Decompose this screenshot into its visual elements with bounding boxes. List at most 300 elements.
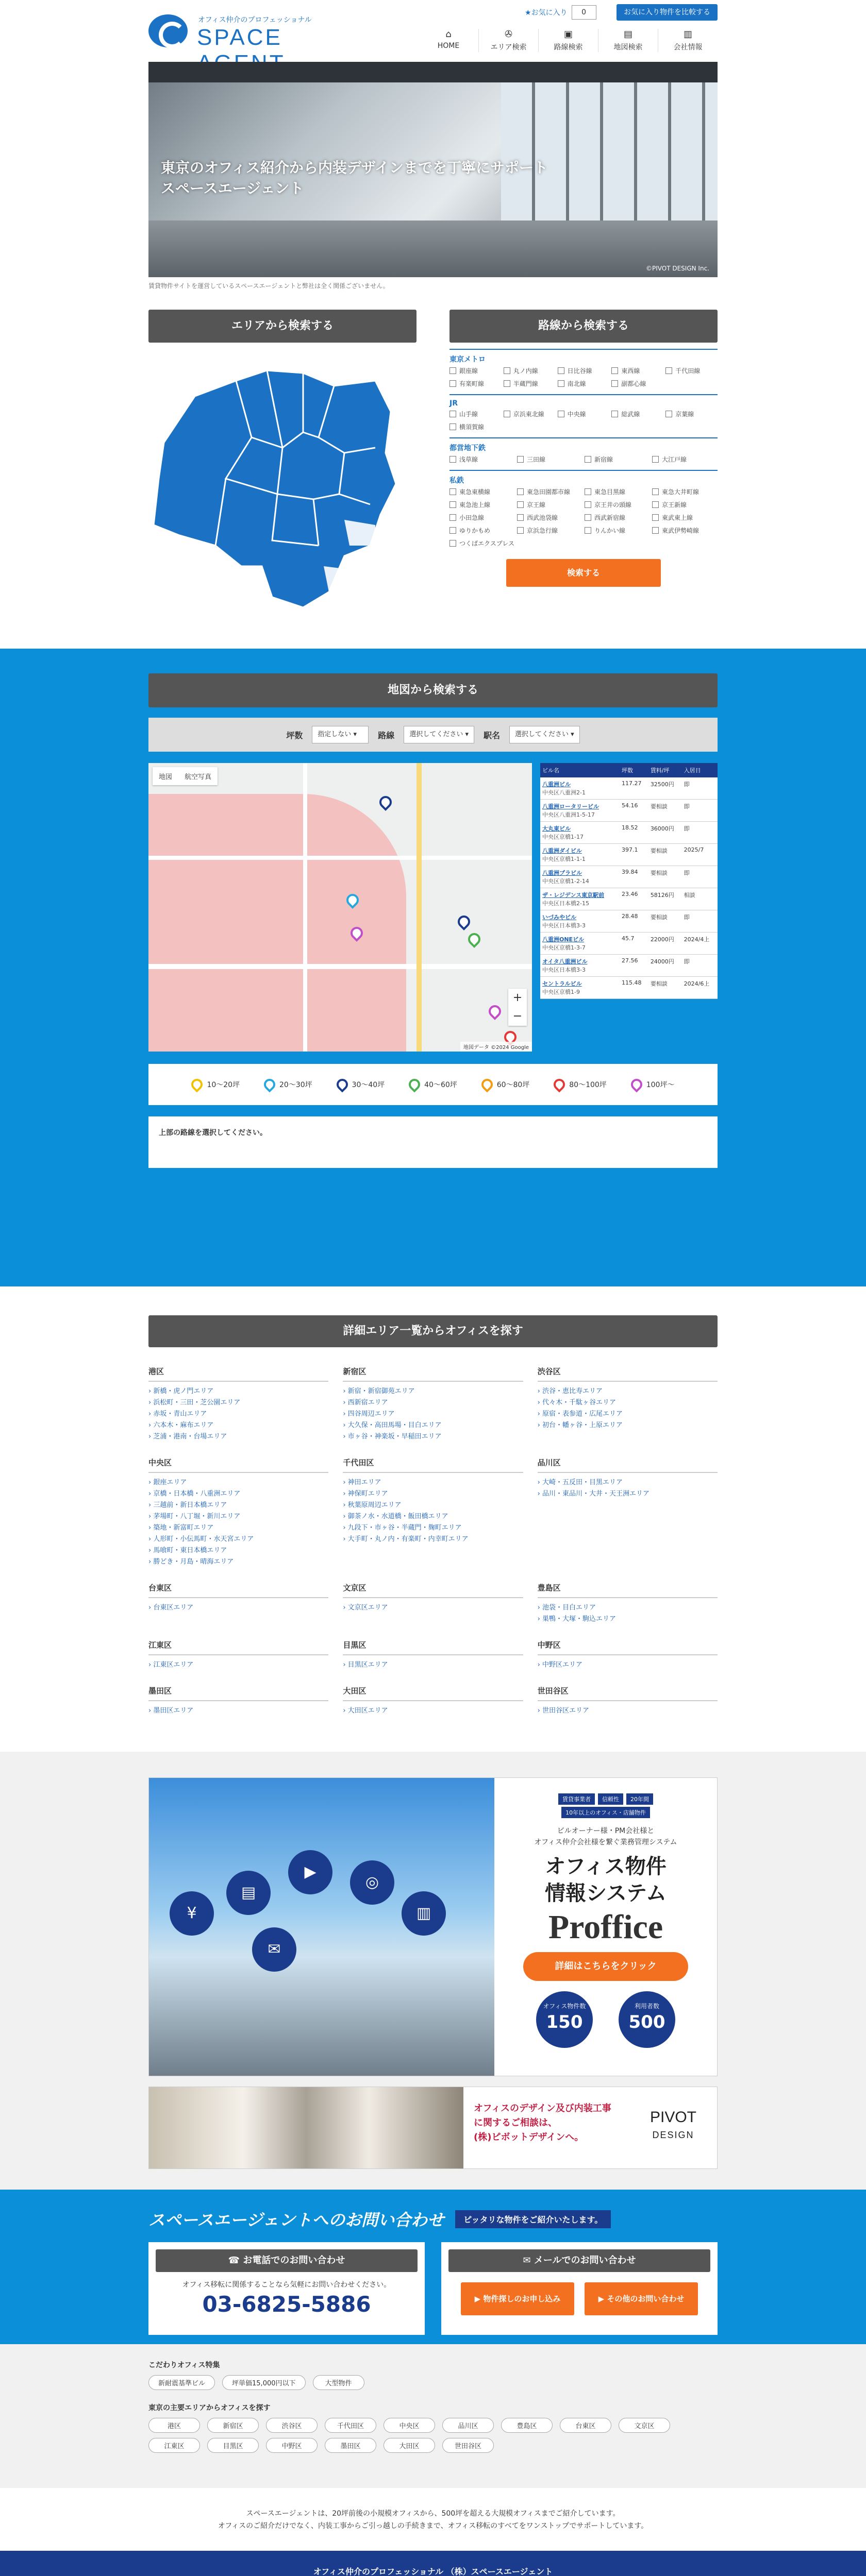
map-road bbox=[417, 763, 422, 1052]
route-group-jr bbox=[449, 394, 718, 431]
line-checkbox[interactable] bbox=[585, 526, 650, 535]
nav-company[interactable] bbox=[658, 29, 718, 52]
ward-chip[interactable]: 文京区 bbox=[619, 2418, 670, 2433]
checkbox-icon bbox=[652, 456, 659, 463]
area-link-icon: › bbox=[343, 1490, 348, 1498]
ward-block bbox=[538, 1685, 718, 1717]
checkbox-icon bbox=[558, 411, 564, 417]
special-chip[interactable]: 坪単価15,000円以下 bbox=[222, 2375, 306, 2390]
area-link[interactable]: 茅場町・八丁堀・新川エリア bbox=[153, 1513, 241, 1520]
area-link-icon: › bbox=[148, 1433, 154, 1440]
nav-label: 路線検索 bbox=[554, 43, 583, 52]
contact-section bbox=[0, 2190, 866, 2344]
table-header: ビル名 bbox=[540, 763, 620, 777]
area-link-icon: › bbox=[148, 1604, 154, 1612]
area-link[interactable]: 初台・幡ヶ谷・上原エリア bbox=[542, 1421, 623, 1429]
logo-mark-icon bbox=[148, 14, 188, 47]
line-checkbox[interactable] bbox=[449, 410, 502, 418]
area-link-icon: › bbox=[148, 1513, 154, 1520]
contact-badge: ピッタリな物件をご紹介いたします。 bbox=[455, 2210, 611, 2228]
map-zoom-control[interactable] bbox=[508, 989, 527, 1026]
area-link-icon: › bbox=[148, 1387, 154, 1395]
area-link-icon: › bbox=[343, 1513, 348, 1520]
area-link[interactable]: 台東区エリア bbox=[153, 1604, 194, 1612]
zoom-in-icon[interactable]: + bbox=[512, 991, 523, 1004]
main-nav bbox=[419, 29, 718, 52]
ward-chip[interactable]: 世田谷区 bbox=[442, 2438, 494, 2453]
map-pin-icon[interactable] bbox=[486, 1003, 504, 1020]
nav-label: エリア検索 bbox=[490, 43, 527, 52]
home-icon: ⌂ bbox=[445, 29, 452, 40]
line-label: 東武東上線 bbox=[662, 514, 693, 521]
area-link[interactable]: 御茶ノ水・水道橋・飯田橋エリア bbox=[347, 1513, 448, 1520]
area-link[interactable]: 大手町・丸ノ内・有楽町・内幸町エリア bbox=[347, 1535, 469, 1543]
special-chip[interactable]: 大型物件 bbox=[313, 2375, 364, 2390]
train-icon: ▣ bbox=[563, 29, 573, 40]
ward-block bbox=[148, 1639, 328, 1671]
area-link[interactable]: 新宿・新宿御苑エリア bbox=[347, 1387, 415, 1395]
area-link[interactable]: 三越前・新日本橋エリア bbox=[153, 1501, 227, 1509]
ward-name: 墨田区 bbox=[148, 1685, 328, 1701]
area-link[interactable]: 四谷周辺エリア bbox=[347, 1410, 395, 1418]
area-link-icon: › bbox=[148, 1501, 154, 1509]
site-logo[interactable] bbox=[148, 11, 375, 53]
line-label: 副都心線 bbox=[621, 380, 646, 387]
area-link-icon: › bbox=[343, 1410, 348, 1418]
ward-name: 世田谷区 bbox=[538, 1685, 718, 1701]
area-link[interactable]: 中野区エリア bbox=[542, 1661, 583, 1669]
phone-contact-box bbox=[148, 2242, 425, 2335]
nav-area-search[interactable] bbox=[478, 29, 538, 52]
proffice-desc-line: ビルオーナー様・PM会社様と bbox=[557, 1827, 655, 1835]
nav-label: 地図検索 bbox=[613, 43, 643, 52]
line-checkbox[interactable] bbox=[652, 455, 718, 464]
ward-name: 品川区 bbox=[538, 1457, 718, 1473]
legend-item bbox=[631, 1079, 675, 1090]
search-row bbox=[148, 310, 718, 618]
area-link[interactable]: 人形町・小伝馬町・水天宮エリア bbox=[153, 1535, 254, 1543]
area-link[interactable]: 芝浦・港南・台場エリア bbox=[153, 1433, 227, 1440]
table-row[interactable] bbox=[540, 977, 718, 999]
line-checkbox[interactable] bbox=[449, 500, 515, 509]
property-name[interactable]: いづみやビル bbox=[542, 914, 576, 921]
area-link-icon: › bbox=[343, 1661, 348, 1669]
checkbox-icon bbox=[517, 527, 524, 534]
table-row[interactable] bbox=[540, 866, 718, 888]
property-tsubo: 27.56 bbox=[620, 955, 648, 977]
map-type-tabs bbox=[153, 767, 218, 785]
area-link[interactable]: 神田エリア bbox=[347, 1479, 381, 1486]
property-tsubo: 117.27 bbox=[620, 777, 648, 800]
ward-chip[interactable]: 中野区 bbox=[266, 2438, 318, 2453]
legend-item bbox=[337, 1079, 385, 1090]
map-pin-icon[interactable] bbox=[465, 930, 483, 948]
mail-icon: ✉ bbox=[252, 1927, 296, 1972]
line-checkbox[interactable] bbox=[504, 366, 556, 375]
other-inquiry-button[interactable]: ▶ その他のお問い合わせ bbox=[585, 2282, 698, 2315]
property-name[interactable]: オイタ八重洲ビル bbox=[542, 958, 588, 965]
property-rent: 22000円 bbox=[648, 933, 682, 955]
area-link[interactable]: 九段下・市ヶ谷・半蔵門・麹町エリア bbox=[347, 1524, 462, 1532]
ward-chip[interactable]: 目黒区 bbox=[207, 2438, 259, 2453]
checkbox-icon bbox=[585, 514, 591, 521]
line-label: 東西線 bbox=[621, 367, 640, 375]
table-row[interactable] bbox=[540, 844, 718, 866]
ward-chip[interactable]: 江東区 bbox=[148, 2438, 200, 2453]
area-link[interactable]: 渋谷・恵比寿エリア bbox=[542, 1387, 603, 1395]
checkbox-icon bbox=[449, 540, 456, 547]
property-name[interactable]: 八重洲ONEビル bbox=[542, 936, 585, 943]
line-checkbox[interactable] bbox=[449, 366, 502, 375]
proffice-image bbox=[149, 1778, 494, 2076]
map-road bbox=[148, 856, 532, 860]
hero-headline bbox=[161, 158, 548, 199]
ward-block bbox=[538, 1457, 718, 1568]
area-link-icon: › bbox=[148, 1558, 154, 1566]
property-move-in: 即 bbox=[682, 955, 718, 977]
ward-chip[interactable]: 新宿区 bbox=[207, 2418, 259, 2433]
area-link-icon: › bbox=[343, 1387, 348, 1395]
proffice-detail-button[interactable]: 詳細はこちらをクリック bbox=[523, 1952, 688, 1981]
station-select[interactable] bbox=[509, 726, 580, 743]
line-label: 半蔵門線 bbox=[513, 380, 538, 387]
ward-chip[interactable]: 渋谷区 bbox=[266, 2418, 318, 2433]
line-label: 有楽町線 bbox=[459, 380, 485, 387]
property-name[interactable]: 大丸東ビル bbox=[542, 825, 571, 832]
pivot-logo-bottom: DESIGN bbox=[652, 2130, 694, 2140]
route-select-message: 上部の路線を選択してください。 bbox=[148, 1116, 718, 1168]
tsubo-select[interactable] bbox=[312, 726, 369, 743]
nav-home[interactable] bbox=[419, 29, 478, 52]
line-label: 東急田園都市線 bbox=[527, 488, 571, 496]
line-checkbox[interactable] bbox=[449, 455, 515, 464]
table-row[interactable] bbox=[540, 933, 718, 955]
area-link[interactable]: 京橋・日本橋・八重洲エリア bbox=[153, 1490, 241, 1498]
nav-route-search[interactable] bbox=[538, 29, 598, 52]
zoom-out-icon[interactable]: − bbox=[512, 1010, 523, 1023]
ward-chip[interactable]: 港区 bbox=[148, 2418, 200, 2433]
line-label: 東武伊勢崎線 bbox=[662, 527, 700, 534]
logo-name: SPACE bbox=[197, 25, 282, 50]
phone-note: オフィス移転に関係することなら気軽にお問い合わせください。 bbox=[182, 2281, 391, 2289]
checkbox-icon bbox=[585, 501, 591, 508]
line-checkbox[interactable] bbox=[449, 487, 515, 496]
checkbox-icon bbox=[652, 501, 659, 508]
line-checkbox[interactable] bbox=[611, 410, 663, 418]
map-filter-bar bbox=[148, 718, 718, 752]
line-checkbox[interactable] bbox=[504, 379, 556, 388]
nav-map-search[interactable] bbox=[598, 29, 658, 52]
line-checkbox[interactable] bbox=[558, 410, 610, 418]
area-link[interactable]: 秋葉原周辺エリア bbox=[347, 1501, 402, 1509]
property-name[interactable]: 八重洲ロータリービル bbox=[542, 803, 599, 810]
ward-links-title: 東京の主要エリアからオフィスを探す bbox=[148, 2404, 271, 2412]
area-link[interactable]: 巣鴨・大塚・駒込エリア bbox=[542, 1615, 617, 1623]
tsubo-select-value: 指定しない bbox=[318, 731, 352, 738]
line-label: 浅草線 bbox=[459, 456, 478, 463]
route-group-metro bbox=[449, 349, 718, 388]
phone-number[interactable]: 03-6825-5886 bbox=[202, 2292, 371, 2317]
ward-chip[interactable]: 千代田区 bbox=[325, 2418, 376, 2433]
line-checkbox[interactable] bbox=[652, 513, 718, 522]
area-link-icon: › bbox=[148, 1410, 154, 1418]
table-row[interactable] bbox=[540, 888, 718, 910]
area-link[interactable]: 馬喰町・東日本橋エリア bbox=[153, 1547, 227, 1554]
line-checkbox[interactable] bbox=[517, 526, 582, 535]
property-move-in: 相談 bbox=[682, 888, 718, 910]
line-label: りんかい線 bbox=[594, 527, 626, 534]
property-name[interactable]: 八重洲ビル bbox=[542, 781, 571, 788]
legend-item bbox=[481, 1079, 530, 1090]
area-link[interactable]: 大崎・五反田・目黒エリア bbox=[542, 1479, 623, 1486]
checkbox-icon bbox=[449, 488, 456, 495]
table-row[interactable] bbox=[540, 910, 718, 933]
property-address: 中央区日本橋3-3 bbox=[542, 922, 586, 929]
area-link[interactable]: 神保町エリア bbox=[347, 1490, 388, 1498]
hero-line-2: スペースエージェント bbox=[161, 180, 304, 197]
property-cell bbox=[540, 800, 620, 822]
line-checkbox[interactable] bbox=[517, 500, 582, 509]
checkbox-icon bbox=[504, 367, 510, 374]
property-tsubo: 45.7 bbox=[620, 933, 648, 955]
proffice-tag: 賃貸事業者 bbox=[558, 1793, 595, 1805]
ward-chip[interactable]: 大田区 bbox=[384, 2438, 435, 2453]
property-name[interactable]: 八重洲プラビル bbox=[542, 870, 582, 876]
line-checkbox[interactable] bbox=[517, 455, 582, 464]
area-link[interactable]: 大田区エリア bbox=[347, 1707, 388, 1715]
area-link[interactable]: 銀座エリア bbox=[153, 1479, 187, 1486]
checkbox-icon bbox=[449, 501, 456, 508]
area-link[interactable]: 池袋・目白エリア bbox=[542, 1604, 596, 1612]
route-search bbox=[449, 310, 718, 618]
bell-icon: ◎ bbox=[350, 1860, 394, 1905]
line-checkbox[interactable] bbox=[652, 500, 718, 509]
area-link[interactable]: 市ヶ谷・神楽坂・早稲田エリア bbox=[347, 1433, 442, 1440]
map-pin-icon bbox=[189, 1076, 205, 1092]
ward-chip[interactable]: 品川区 bbox=[442, 2418, 494, 2433]
video-icon: ▶ bbox=[288, 1850, 332, 1894]
filter-label-station: 駅名 bbox=[484, 730, 501, 740]
area-link-icon: › bbox=[537, 1615, 542, 1623]
line-checkbox[interactable] bbox=[585, 455, 650, 464]
map-pin-icon bbox=[261, 1076, 277, 1092]
checkbox-icon bbox=[449, 456, 456, 463]
proffice-text bbox=[494, 1778, 717, 2076]
proffice-tag: 10年以上のオフィス・店舗物件 bbox=[561, 1807, 650, 1818]
line-checkbox[interactable] bbox=[585, 500, 650, 509]
property-address: 中央区京橋1-2-14 bbox=[542, 878, 589, 885]
hero-credit: ©PIVOT DESIGN Inc. bbox=[646, 265, 709, 272]
ward-name: 渋谷区 bbox=[538, 1366, 718, 1382]
area-link[interactable]: 新橋・虎ノ門エリア bbox=[153, 1387, 214, 1395]
checkbox-icon bbox=[449, 527, 456, 534]
area-link[interactable]: 代々木・千駄ヶ谷エリア bbox=[542, 1399, 617, 1406]
stat-properties bbox=[536, 1991, 593, 2048]
area-link[interactable]: 浜松町・三田・芝公園エリア bbox=[153, 1399, 241, 1406]
legend-label: 20〜30坪 bbox=[279, 1081, 312, 1089]
area-link-icon: › bbox=[537, 1410, 542, 1418]
legend-label: 10〜20坪 bbox=[207, 1081, 240, 1089]
property-address: 中央区日本橋2-15 bbox=[542, 900, 589, 907]
mail-contact-title: メールでのお問い合わせ bbox=[534, 2255, 636, 2266]
property-name[interactable]: セントラルビル bbox=[542, 980, 582, 987]
map-pin-icon[interactable] bbox=[377, 793, 394, 811]
legend-label: 30〜40坪 bbox=[352, 1081, 385, 1089]
line-label: 西武池袋線 bbox=[527, 514, 558, 521]
stat-value: 150 bbox=[546, 2012, 583, 2032]
route-checklist bbox=[449, 349, 718, 587]
area-link[interactable]: 六本木・麻布エリア bbox=[153, 1421, 214, 1429]
line-checkbox[interactable] bbox=[611, 366, 663, 375]
property-tsubo: 28.48 bbox=[620, 910, 648, 933]
area-link[interactable]: 西新宿エリア bbox=[347, 1399, 388, 1406]
map-tab-satellite[interactable]: 航空写真 bbox=[185, 773, 212, 781]
line-checkbox[interactable] bbox=[449, 539, 515, 548]
table-row[interactable] bbox=[540, 777, 718, 800]
property-address: 中央区京橋1-3-7 bbox=[542, 944, 586, 951]
line-label: 千代田線 bbox=[675, 367, 701, 375]
property-name[interactable]: ザ・レジデンス東京駅前 bbox=[542, 892, 605, 899]
area-link-icon: › bbox=[537, 1604, 542, 1612]
line-label: ゆりかもめ bbox=[459, 527, 491, 534]
pivot-line: (株)ピボットデザインへ。 bbox=[474, 2132, 584, 2143]
table-row[interactable] bbox=[540, 800, 718, 822]
property-move-in: 2025/7 bbox=[682, 844, 718, 866]
area-link-icon: › bbox=[537, 1399, 542, 1406]
line-checkbox[interactable] bbox=[558, 366, 610, 375]
footer-title: オフィス仲介のプロフェッショナル （株）スペースエージェント bbox=[313, 2567, 553, 2576]
line-checkbox[interactable] bbox=[504, 410, 556, 418]
ward-block bbox=[343, 1366, 523, 1443]
document-icon: ▤ bbox=[226, 1871, 271, 1915]
area-link-icon: › bbox=[148, 1661, 154, 1669]
checkbox-icon bbox=[504, 411, 510, 417]
logo-tagline: オフィス仲介のプロフェッショナル bbox=[198, 16, 312, 24]
ward-name: 新宿区 bbox=[343, 1366, 523, 1382]
ward-chip[interactable]: 墨田区 bbox=[325, 2438, 376, 2453]
ward-chip[interactable]: 豊島区 bbox=[501, 2418, 553, 2433]
area-link[interactable]: 築地・新富町エリア bbox=[153, 1524, 214, 1532]
line-label: 新宿線 bbox=[594, 456, 613, 463]
ward-name: 大田区 bbox=[343, 1685, 523, 1701]
line-label: 西武新宿線 bbox=[594, 514, 626, 521]
line-checkbox[interactable] bbox=[585, 513, 650, 522]
area-link[interactable]: 世田谷区エリア bbox=[542, 1707, 590, 1715]
area-link[interactable]: 墨田区エリア bbox=[153, 1707, 194, 1715]
area-link-icon: › bbox=[537, 1387, 542, 1395]
checkbox-icon bbox=[611, 367, 618, 374]
line-checkbox[interactable] bbox=[449, 526, 515, 535]
area-link[interactable]: 大久保・高田馬場・目白エリア bbox=[347, 1421, 442, 1429]
property-name[interactable]: 八重洲ダイビル bbox=[542, 848, 582, 854]
line-label: 小田急線 bbox=[459, 514, 485, 521]
area-link[interactable]: 品川・東品川・大井・天王洲エリア bbox=[542, 1490, 650, 1498]
ward-chip[interactable]: 台東区 bbox=[560, 2418, 611, 2433]
route-search-button[interactable]: 検索する bbox=[506, 559, 661, 587]
area-link[interactable]: 勝どき・月島・晴海エリア bbox=[153, 1558, 234, 1566]
proffice-banner[interactable] bbox=[148, 1777, 718, 2076]
line-checkbox[interactable] bbox=[652, 487, 718, 496]
phone-contact-title: お電話でのお問い合わせ bbox=[243, 2255, 345, 2266]
area-link[interactable]: 江東区エリア bbox=[153, 1661, 194, 1669]
checkbox-icon bbox=[517, 501, 524, 508]
line-label: 東急池上線 bbox=[459, 501, 491, 509]
map-search-section bbox=[0, 649, 866, 1286]
legend-item bbox=[264, 1079, 312, 1090]
mail-contact-head bbox=[448, 2249, 710, 2272]
line-checkbox[interactable] bbox=[449, 422, 502, 431]
google-map[interactable] bbox=[148, 763, 532, 1052]
table-row[interactable] bbox=[540, 955, 718, 977]
area-link[interactable]: 原宿・表参道・広尾エリア bbox=[542, 1410, 623, 1418]
line-checkbox[interactable] bbox=[585, 487, 650, 496]
line-label: 総武線 bbox=[621, 411, 640, 418]
chart-icon: ▥ bbox=[402, 1891, 446, 1936]
line-select[interactable] bbox=[404, 726, 474, 743]
area-link[interactable]: 文京区エリア bbox=[347, 1604, 388, 1612]
line-checkbox[interactable] bbox=[517, 487, 582, 496]
ward-block bbox=[148, 1582, 328, 1625]
property-move-in: 即 bbox=[682, 866, 718, 888]
line-checkbox[interactable] bbox=[652, 526, 718, 535]
favorite-area bbox=[525, 5, 596, 20]
property-inquiry-button[interactable]: ▶ 物件探しのお申し込み bbox=[461, 2282, 574, 2315]
area-link-icon: › bbox=[343, 1707, 348, 1715]
line-checkbox[interactable] bbox=[665, 410, 718, 418]
pivot-design-banner[interactable] bbox=[148, 2087, 718, 2169]
table-row[interactable] bbox=[540, 822, 718, 844]
map-pin-icon bbox=[552, 1076, 568, 1092]
tokyo-ward-map[interactable] bbox=[148, 350, 417, 618]
ward-chips bbox=[148, 2418, 718, 2453]
proffice-title-line: 情報システム bbox=[545, 1882, 667, 1905]
area-link[interactable]: 目黒区エリア bbox=[347, 1661, 388, 1669]
checkbox-icon bbox=[652, 514, 659, 521]
route-group-toei bbox=[449, 437, 718, 464]
line-checkbox[interactable] bbox=[449, 379, 502, 388]
property-cell bbox=[540, 888, 620, 910]
ward-block bbox=[343, 1457, 523, 1568]
property-tsubo: 397.1 bbox=[620, 844, 648, 866]
property-tsubo: 23.46 bbox=[620, 888, 648, 910]
special-chip[interactable]: 新耐震基準ビル bbox=[148, 2375, 215, 2390]
property-move-in: 2024/4上 bbox=[682, 933, 718, 955]
area-link[interactable]: 赤坂・青山エリア bbox=[153, 1410, 207, 1418]
property-cell bbox=[540, 777, 620, 800]
ward-block bbox=[343, 1685, 523, 1717]
line-checkbox[interactable] bbox=[558, 379, 610, 388]
ward-name: 中央区 bbox=[148, 1457, 328, 1473]
legend-label: 60〜80坪 bbox=[496, 1081, 530, 1089]
property-cell bbox=[540, 977, 620, 999]
route-group-title: 私鉄 bbox=[449, 477, 464, 485]
compare-favorites-button[interactable]: お気に入り物件を比較する bbox=[617, 4, 718, 21]
line-checkbox[interactable] bbox=[517, 513, 582, 522]
line-checkbox[interactable] bbox=[449, 513, 515, 522]
ward-chip[interactable]: 中央区 bbox=[384, 2418, 435, 2433]
proffice-logo: Proffice bbox=[548, 1908, 663, 1946]
ward-grid bbox=[148, 1366, 718, 1731]
map-tab-map[interactable]: 地図 bbox=[159, 773, 173, 781]
area-link-icon: › bbox=[148, 1490, 154, 1498]
line-checkbox[interactable] bbox=[665, 366, 718, 375]
checkbox-icon bbox=[611, 380, 618, 387]
map-urban-area bbox=[148, 794, 406, 1052]
line-checkbox[interactable] bbox=[611, 379, 663, 388]
property-address: 中央区京橋1-1-1 bbox=[542, 856, 586, 862]
chevron-down-icon: ▾ bbox=[353, 731, 357, 738]
map-pin-icon[interactable] bbox=[455, 913, 473, 930]
